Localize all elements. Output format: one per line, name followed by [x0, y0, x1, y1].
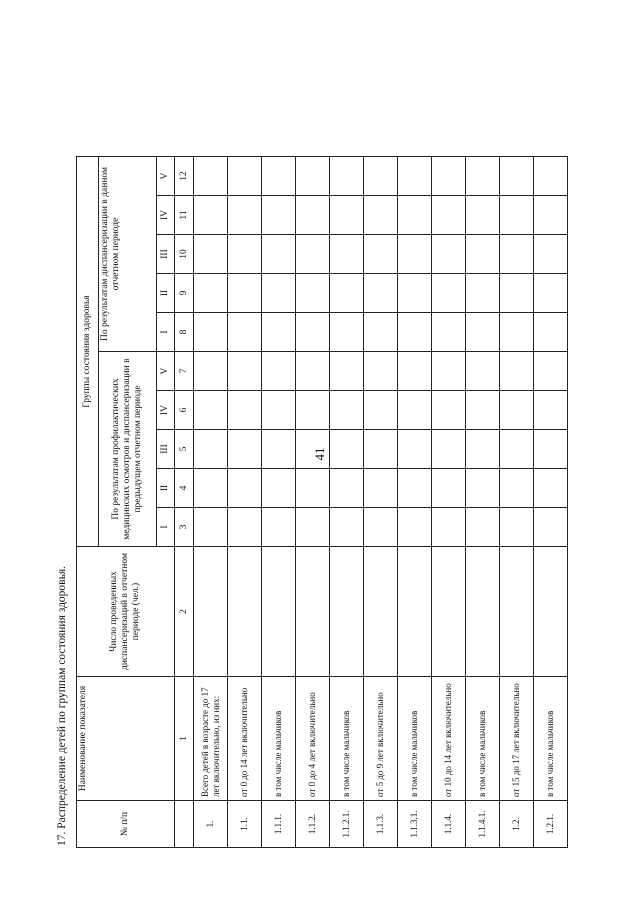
- column-number: 2: [175, 547, 194, 677]
- table-title: 17. Распределение детей по группам состояния здоровья.: [56, 565, 68, 846]
- row-number: 1.1.3.: [364, 801, 398, 848]
- table-row: [466, 157, 500, 848]
- empty-value-cell[interactable]: [330, 157, 364, 196]
- group-label-cur-5: V: [157, 157, 175, 196]
- empty-value-cell[interactable]: [364, 196, 398, 235]
- empty-value-cell[interactable]: [500, 235, 534, 274]
- empty-value-cell[interactable]: [262, 196, 296, 235]
- empty-value-cell[interactable]: [432, 391, 466, 430]
- empty-value-cell[interactable]: [398, 391, 432, 430]
- empty-value-cell[interactable]: [330, 547, 364, 677]
- row-indicator-name: в том числе мальчиков: [262, 677, 296, 801]
- empty-value-cell[interactable]: [432, 547, 466, 677]
- empty-value-cell[interactable]: [534, 352, 568, 391]
- empty-value-cell[interactable]: [398, 469, 432, 508]
- row-number: 1.1.2.1.: [330, 801, 364, 848]
- empty-value-cell[interactable]: [330, 274, 364, 313]
- empty-value-cell[interactable]: [500, 508, 534, 547]
- empty-value-cell[interactable]: [262, 157, 296, 196]
- empty-value-cell[interactable]: [432, 430, 466, 469]
- empty-value-cell[interactable]: [534, 430, 568, 469]
- group-label-cur-1: I: [157, 313, 175, 352]
- column-number: 12: [175, 157, 194, 196]
- empty-value-cell[interactable]: [500, 274, 534, 313]
- empty-value-cell[interactable]: [432, 508, 466, 547]
- empty-value-cell[interactable]: [364, 547, 398, 677]
- empty-value-cell[interactable]: [534, 157, 568, 196]
- row-number: 1.1.1.: [262, 801, 296, 848]
- empty-value-cell[interactable]: [194, 352, 228, 391]
- column-numbers-row: [175, 157, 194, 848]
- header-current-period: По результатам диспансеризации в данном отчетном периоде: [99, 157, 157, 352]
- empty-value-cell[interactable]: [296, 430, 330, 469]
- empty-value-cell[interactable]: [500, 547, 534, 677]
- empty-value-cell[interactable]: [432, 196, 466, 235]
- table-row: [262, 157, 296, 848]
- empty-value-cell[interactable]: [466, 313, 500, 352]
- empty-value-cell[interactable]: [364, 469, 398, 508]
- row-number: 1.1.4.: [432, 801, 466, 848]
- empty-value-cell[interactable]: [194, 274, 228, 313]
- row-number: 1.1.3.1.: [398, 801, 432, 848]
- empty-value-cell[interactable]: [364, 430, 398, 469]
- empty-value-cell[interactable]: [398, 547, 432, 677]
- empty-value-cell[interactable]: [194, 157, 228, 196]
- empty-value-cell[interactable]: [534, 508, 568, 547]
- row-indicator-name: в том числе мальчиков: [466, 677, 500, 801]
- empty-value-cell[interactable]: [262, 391, 296, 430]
- empty-value-cell[interactable]: [500, 430, 534, 469]
- table-row: [228, 157, 262, 848]
- empty-value-cell[interactable]: [228, 235, 262, 274]
- empty-value-cell[interactable]: [398, 274, 432, 313]
- empty-value-cell[interactable]: [398, 196, 432, 235]
- column-number: [175, 801, 194, 848]
- column-number: 6: [175, 391, 194, 430]
- table-row: [364, 157, 398, 848]
- empty-value-cell[interactable]: [296, 313, 330, 352]
- empty-value-cell[interactable]: [500, 469, 534, 508]
- column-number: 1: [175, 677, 194, 801]
- empty-value-cell[interactable]: [262, 274, 296, 313]
- empty-value-cell[interactable]: [364, 274, 398, 313]
- empty-value-cell[interactable]: [364, 352, 398, 391]
- empty-value-cell[interactable]: [500, 352, 534, 391]
- row-number: 1.2.: [500, 801, 534, 848]
- empty-value-cell[interactable]: [466, 235, 500, 274]
- empty-value-cell[interactable]: [466, 196, 500, 235]
- table-row: [398, 157, 432, 848]
- table-row: [534, 157, 568, 848]
- empty-value-cell[interactable]: [296, 196, 330, 235]
- empty-value-cell[interactable]: [330, 430, 364, 469]
- empty-value-cell[interactable]: [500, 313, 534, 352]
- empty-value-cell[interactable]: [500, 391, 534, 430]
- empty-value-cell[interactable]: [432, 469, 466, 508]
- empty-value-cell[interactable]: [466, 391, 500, 430]
- empty-value-cell[interactable]: [432, 352, 466, 391]
- empty-value-cell[interactable]: [194, 196, 228, 235]
- row-indicator-name: Всего детей в возрасте до 17 лет включительно, из них:: [194, 677, 228, 801]
- empty-value-cell[interactable]: [398, 313, 432, 352]
- empty-value-cell[interactable]: [500, 157, 534, 196]
- empty-value-cell[interactable]: [534, 196, 568, 235]
- empty-value-cell[interactable]: [330, 508, 364, 547]
- empty-value-cell[interactable]: [296, 508, 330, 547]
- column-number: 5: [175, 430, 194, 469]
- empty-value-cell[interactable]: [296, 469, 330, 508]
- column-number: 9: [175, 274, 194, 313]
- empty-value-cell[interactable]: [432, 235, 466, 274]
- empty-value-cell[interactable]: [262, 235, 296, 274]
- column-number: 7: [175, 352, 194, 391]
- row-number: 1.2.1.: [534, 801, 568, 848]
- table-row: [330, 157, 364, 848]
- empty-value-cell[interactable]: [534, 469, 568, 508]
- header-examinations-count: Число проведенных диспансеризаций в отчетном периоде (чел.): [77, 547, 175, 677]
- empty-value-cell[interactable]: [466, 469, 500, 508]
- empty-value-cell[interactable]: [330, 196, 364, 235]
- group-label-prev-1: I: [157, 508, 175, 547]
- column-number: 4: [175, 469, 194, 508]
- empty-value-cell[interactable]: [296, 235, 330, 274]
- rotated-page-content: [48, 58, 608, 848]
- row-indicator-name: в том числе мальчиков: [398, 677, 432, 801]
- row-indicator-name: от 5 до 9 лет включительно: [364, 677, 398, 801]
- empty-value-cell[interactable]: [296, 157, 330, 196]
- empty-value-cell[interactable]: [398, 352, 432, 391]
- empty-value-cell[interactable]: [262, 469, 296, 508]
- empty-value-cell[interactable]: [398, 508, 432, 547]
- column-number: 8: [175, 313, 194, 352]
- empty-value-cell[interactable]: [194, 547, 228, 677]
- header-indicator-name: Наименование показателя: [77, 677, 175, 801]
- empty-value-cell[interactable]: [228, 157, 262, 196]
- empty-value-cell[interactable]: [296, 391, 330, 430]
- empty-value-cell[interactable]: [432, 157, 466, 196]
- group-label-prev-4: IV: [157, 391, 175, 430]
- header-number: № п/п: [77, 801, 175, 848]
- page-number: 41: [312, 447, 327, 461]
- empty-value-cell[interactable]: [432, 313, 466, 352]
- row-number: 1.1.: [228, 801, 262, 848]
- empty-value-cell[interactable]: [534, 274, 568, 313]
- empty-value-cell[interactable]: [330, 313, 364, 352]
- group-label-prev-5: V: [157, 352, 175, 391]
- empty-value-cell[interactable]: [466, 430, 500, 469]
- group-label-cur-4: IV: [157, 196, 175, 235]
- empty-value-cell[interactable]: [194, 235, 228, 274]
- empty-value-cell[interactable]: [194, 508, 228, 547]
- empty-value-cell[interactable]: [262, 547, 296, 677]
- empty-value-cell[interactable]: [466, 274, 500, 313]
- empty-value-cell[interactable]: [262, 352, 296, 391]
- empty-value-cell[interactable]: [228, 469, 262, 508]
- empty-value-cell[interactable]: [500, 196, 534, 235]
- empty-value-cell[interactable]: [330, 352, 364, 391]
- empty-value-cell[interactable]: [228, 430, 262, 469]
- empty-value-cell[interactable]: [330, 235, 364, 274]
- table-row: [500, 157, 534, 848]
- empty-value-cell[interactable]: [228, 274, 262, 313]
- empty-value-cell[interactable]: [364, 313, 398, 352]
- empty-value-cell[interactable]: [228, 508, 262, 547]
- empty-value-cell[interactable]: [296, 352, 330, 391]
- row-indicator-name: в том числе мальчиков: [534, 677, 568, 801]
- empty-value-cell[interactable]: [398, 430, 432, 469]
- empty-value-cell[interactable]: [296, 274, 330, 313]
- empty-value-cell[interactable]: [194, 391, 228, 430]
- empty-value-cell[interactable]: [466, 508, 500, 547]
- empty-value-cell[interactable]: [398, 157, 432, 196]
- empty-value-cell[interactable]: [364, 508, 398, 547]
- empty-value-cell[interactable]: [330, 469, 364, 508]
- empty-value-cell[interactable]: [262, 313, 296, 352]
- group-label-cur-3: III: [157, 235, 175, 274]
- table-row: [194, 157, 228, 848]
- empty-value-cell[interactable]: [364, 391, 398, 430]
- row-indicator-name: от 10 до 14 лет включительно: [432, 677, 466, 801]
- group-label-cur-2: II: [157, 274, 175, 313]
- column-number: 3: [175, 508, 194, 547]
- empty-value-cell[interactable]: [228, 352, 262, 391]
- empty-value-cell[interactable]: [330, 391, 364, 430]
- empty-value-cell[interactable]: [466, 352, 500, 391]
- empty-value-cell[interactable]: [432, 274, 466, 313]
- row-indicator-name: от 15 до 17 лет включительно: [500, 677, 534, 801]
- row-indicator-name: от 0 до 14 лет включительно: [228, 677, 262, 801]
- table-row: [432, 157, 466, 848]
- empty-value-cell[interactable]: [194, 469, 228, 508]
- empty-value-cell[interactable]: [398, 235, 432, 274]
- empty-value-cell[interactable]: [228, 391, 262, 430]
- empty-value-cell[interactable]: [534, 235, 568, 274]
- empty-value-cell[interactable]: [262, 508, 296, 547]
- empty-value-cell[interactable]: [466, 157, 500, 196]
- column-number: 10: [175, 235, 194, 274]
- empty-value-cell[interactable]: [534, 547, 568, 677]
- empty-value-cell[interactable]: [534, 313, 568, 352]
- empty-value-cell[interactable]: [296, 547, 330, 677]
- empty-value-cell[interactable]: [364, 235, 398, 274]
- row-number: 1.1.4.1.: [466, 801, 500, 848]
- empty-value-cell[interactable]: [466, 547, 500, 677]
- empty-value-cell[interactable]: [194, 430, 228, 469]
- column-number: 11: [175, 196, 194, 235]
- header-previous-period: По результатам профилактических медицинских осмотров и диспансеризации в предыдущем отчетном периоде: [99, 352, 157, 547]
- table-row: [296, 157, 330, 848]
- empty-value-cell[interactable]: [262, 430, 296, 469]
- empty-value-cell[interactable]: [534, 391, 568, 430]
- row-number: 1.1.2.: [296, 801, 330, 848]
- group-label-prev-2: II: [157, 469, 175, 508]
- empty-value-cell[interactable]: [228, 196, 262, 235]
- row-number: 1.: [194, 801, 228, 848]
- empty-value-cell[interactable]: [228, 547, 262, 677]
- empty-value-cell[interactable]: [228, 313, 262, 352]
- header-health-groups: Группы состояния здоровья: [77, 157, 99, 547]
- row-indicator-name: от 0 до 4 лет включительно: [296, 677, 330, 801]
- empty-value-cell[interactable]: [194, 313, 228, 352]
- empty-value-cell[interactable]: [364, 157, 398, 196]
- row-indicator-name: в том числе мальчиков: [330, 677, 364, 801]
- health-groups-table: [76, 156, 568, 848]
- group-label-prev-3: III: [157, 430, 175, 469]
